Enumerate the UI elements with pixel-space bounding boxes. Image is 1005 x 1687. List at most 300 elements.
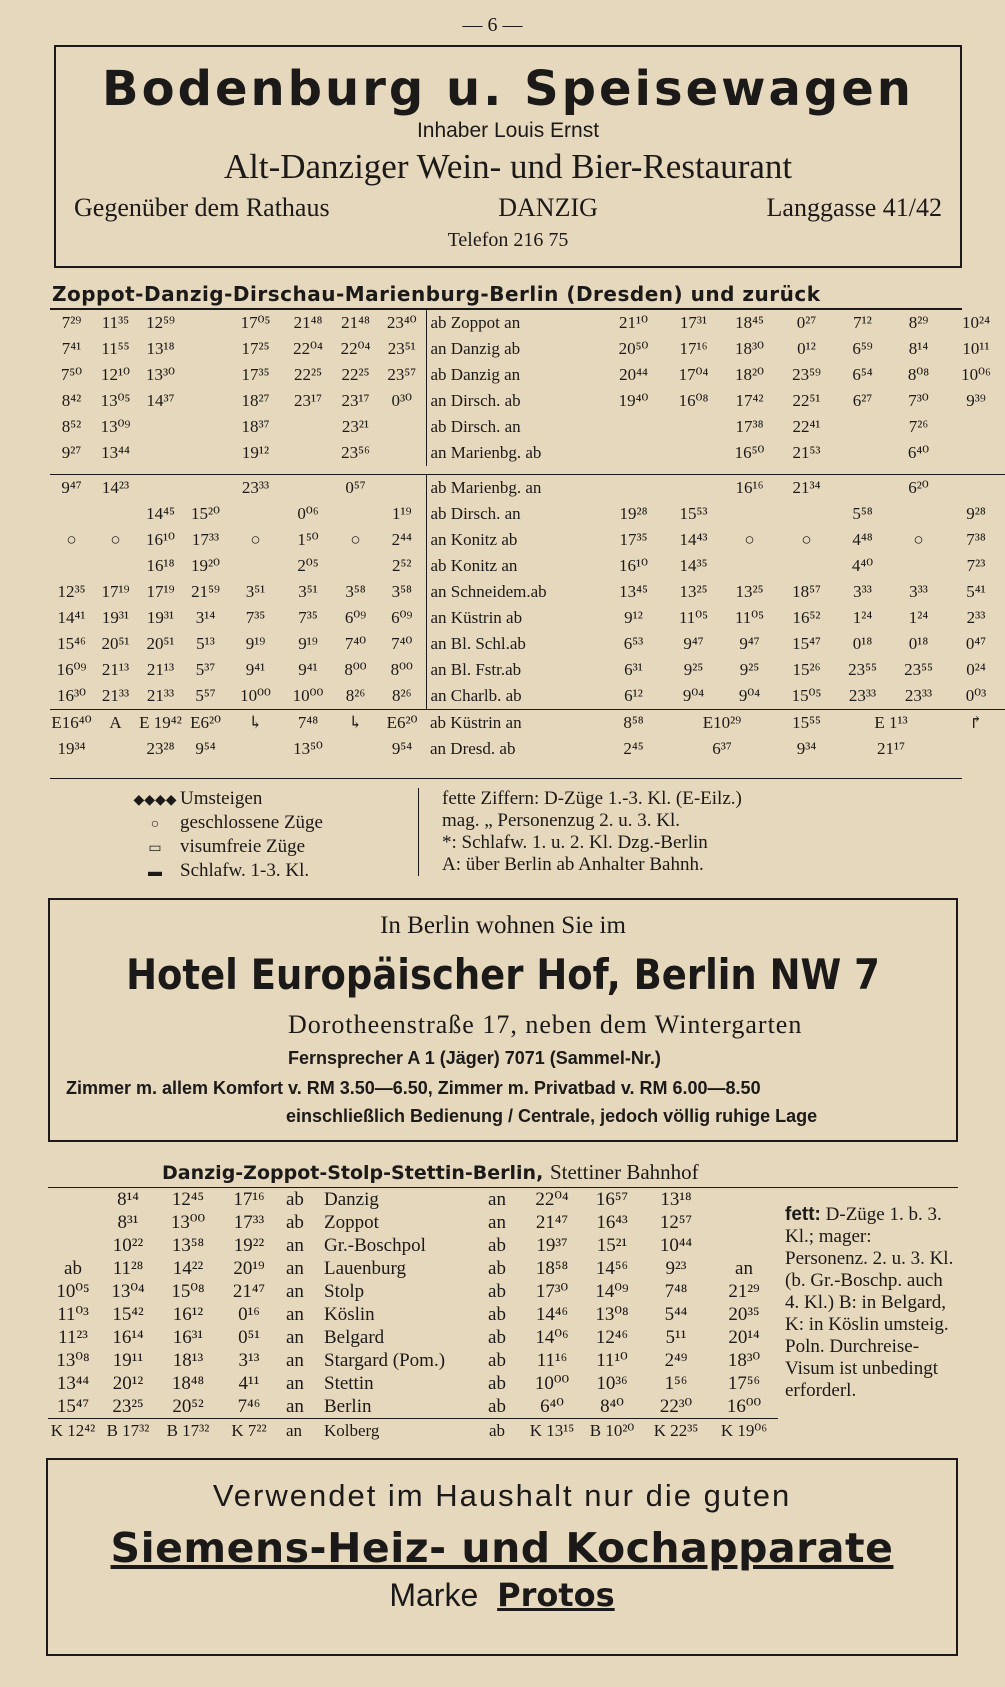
time-cell: 17³³: [191, 530, 220, 549]
time-cell: 17¹⁶: [679, 339, 708, 358]
time-cell: 19²⁰: [191, 556, 220, 575]
time-cell: 0⁴⁷: [965, 634, 987, 653]
time-cell: an: [735, 1257, 753, 1279]
time-cell: [947, 414, 1005, 440]
time-cell: 0¹⁸: [908, 634, 929, 653]
address-city: DANZIG: [498, 193, 598, 222]
time-cell: 15²¹: [596, 1234, 628, 1256]
table-row: [48, 1303, 778, 1326]
time-cell: 9¹²: [624, 608, 643, 627]
station-cell: an Charlb. ab: [430, 686, 522, 705]
time-cell: [378, 440, 426, 466]
time-cell: [378, 475, 426, 502]
time-cell: 18²⁰: [735, 365, 764, 384]
time-cell: E16⁴⁰: [51, 713, 92, 732]
time-cell: 21⁴⁸: [341, 313, 370, 332]
time-cell: 19²⁸: [619, 504, 648, 523]
time-cell: 17⁴²: [735, 391, 764, 410]
ad-siemens-line1: Verwendet im Haushalt nur die guten: [212, 1478, 792, 1513]
time-cell: 3⁵⁸: [345, 582, 366, 601]
time-cell: 2⁴⁴: [378, 527, 426, 553]
time-cell: [947, 736, 1005, 762]
time-cell: 14²³: [101, 478, 130, 497]
station-cell: Danzig: [324, 1188, 379, 1210]
station-cell: an Bl. Schl.ab: [430, 634, 526, 653]
time-cell: 17¹⁶: [233, 1188, 265, 1210]
time-cell: ab: [488, 1303, 506, 1325]
timetable1: [50, 310, 991, 762]
time-cell: 14⁵⁶: [595, 1257, 629, 1279]
time-cell: 22⁰⁴: [535, 1189, 569, 1210]
time-cell: 16³¹: [172, 1326, 204, 1348]
time-cell: ↱: [968, 713, 984, 732]
time-cell: 9²³: [665, 1257, 687, 1279]
time-cell: 3¹⁴: [195, 608, 216, 627]
time-cell: an: [286, 1280, 304, 1302]
ad-hotel: [48, 898, 958, 1142]
ad-siemens: [46, 1458, 958, 1656]
time-cell: 4⁴⁸: [852, 530, 873, 549]
time-cell: 23⁵⁶: [341, 443, 370, 462]
time-cell: 9⁴¹: [298, 660, 318, 679]
time-cell: 17³⁵: [619, 530, 648, 549]
time-cell: 20¹⁹: [233, 1257, 265, 1279]
legend-note: *: Schlafw. 1. u. 2. Kl. Dzg.-Berlin: [442, 832, 708, 853]
page-number: — 6 —: [462, 14, 523, 36]
time-cell: [778, 501, 835, 527]
time-cell: [283, 414, 333, 440]
time-cell: 18⁵⁸: [535, 1257, 569, 1279]
table-row: [50, 501, 1005, 527]
time-cell: 15²⁶: [792, 660, 821, 679]
time-cell: 6²⁷: [852, 391, 873, 410]
timetable1-title: Zoppot-Danzig-Dirschau-Marienburg-Berlin (Dresden) und zurück: [52, 282, 821, 306]
time-cell: ab: [488, 1234, 506, 1256]
time-cell: 1²⁴: [852, 608, 873, 627]
time-cell: 6³¹: [624, 660, 643, 679]
time-cell: 18³⁰: [727, 1350, 761, 1371]
table-row: [50, 388, 1005, 414]
ad-hotel-name: Hotel Europäischer Hof, Berlin NW 7: [126, 950, 880, 999]
time-cell: 16⁵²: [792, 608, 821, 627]
time-cell: 20¹²: [112, 1372, 144, 1394]
time-cell: ab: [488, 1372, 506, 1394]
time-cell: [228, 553, 283, 579]
table-row: [50, 475, 1005, 502]
legend-note: A: über Berlin ab Anhalter Bahnh.: [442, 854, 704, 875]
timetable2: [48, 1188, 778, 1442]
time-cell: 8¹⁴: [908, 339, 929, 358]
time-cell: 21¹³: [101, 660, 130, 679]
time-cell: 19³¹: [101, 608, 130, 627]
time-cell: [710, 1188, 778, 1211]
time-cell: [333, 553, 378, 579]
time-cell: 9⁵⁴: [195, 739, 216, 758]
time-cell: 17³⁰: [535, 1281, 569, 1302]
time-cell: 10²²: [112, 1234, 144, 1256]
time-cell: 16⁰⁹: [56, 660, 87, 679]
time-cell: 12⁵⁹: [146, 313, 175, 332]
time-cell: 23⁵⁵: [848, 660, 877, 679]
time-cell: 2⁰⁵: [297, 556, 319, 575]
time-cell: [183, 310, 228, 336]
station-cell: ab Danzig an: [430, 365, 521, 384]
time-cell: [710, 1211, 778, 1234]
time-cell: 9³⁹: [966, 391, 986, 410]
time-cell: K 22³⁵: [642, 1419, 710, 1443]
station-cell: an Schneidem.ab: [430, 582, 547, 601]
time-cell: [183, 414, 228, 440]
ad-siemens-line2: [48, 1524, 956, 1572]
time-cell: [138, 440, 183, 466]
time-cell: 18³⁰: [735, 339, 764, 358]
time-cell: 15⁵⁵: [792, 713, 821, 732]
time-cell: [48, 1211, 98, 1234]
legend-text: Schlafw. 1-3. Kl.: [180, 860, 310, 881]
table-row: [50, 631, 1005, 657]
time-cell: 16³⁰: [57, 686, 86, 705]
time-cell: 9⁰⁴: [682, 686, 705, 705]
time-cell: 0²⁷: [796, 313, 817, 332]
station-cell: an Marienbg. ab: [430, 443, 542, 462]
station-cell: ab Konitz an: [430, 556, 518, 575]
time-cell: K 12⁴²: [48, 1419, 98, 1443]
time-cell: [93, 501, 138, 527]
time-cell: [835, 414, 890, 440]
time-cell: [890, 501, 947, 527]
time-cell: 13²⁵: [735, 582, 764, 601]
table-row: [50, 414, 1005, 440]
time-cell: ○: [350, 530, 361, 549]
time-cell: 7³⁵: [298, 608, 318, 627]
table-row: [48, 1257, 778, 1280]
time-cell: B 17³²: [98, 1419, 158, 1443]
time-cell: 7²⁹: [61, 313, 82, 332]
station-cell: Belgard: [324, 1326, 385, 1348]
ad-siemens-brand-line: [48, 1576, 956, 1614]
time-cell: K 19⁰⁶: [710, 1419, 778, 1443]
time-cell: 13²⁵: [679, 582, 708, 601]
ad-bodenburg-name: Bodenburg u. Speisewagen: [102, 61, 914, 117]
time-cell: 22⁰⁴: [340, 339, 371, 358]
time-cell: ab: [472, 1419, 522, 1443]
time-cell: 23³³: [848, 686, 877, 705]
time-cell: ab: [286, 1188, 304, 1210]
time-cell: [601, 414, 666, 440]
station-cell: an Dirsch. ab: [430, 391, 521, 410]
time-cell: 13⁴⁴: [101, 443, 130, 462]
station-cell: an Konitz ab: [430, 530, 518, 549]
table-row: [48, 1372, 778, 1395]
table-row: [48, 1234, 778, 1257]
time-cell: 0⁰⁶: [297, 504, 319, 523]
time-cell: 7³⁰: [908, 391, 929, 410]
table-row: [50, 553, 1005, 579]
legend-symbol-icon: ◆◆◆◆: [133, 793, 177, 808]
time-cell: 6⁴⁰: [540, 1396, 564, 1417]
time-cell: ab: [488, 1349, 506, 1371]
time-cell: 20³⁵: [728, 1303, 760, 1325]
timetable1-legend: [130, 788, 323, 884]
time-cell: 18³⁷: [241, 417, 270, 436]
time-cell: 14³⁷: [146, 391, 175, 410]
table-row: [50, 736, 1005, 762]
time-cell: 14⁴⁵: [146, 504, 175, 523]
time-cell: 21⁴⁷: [535, 1211, 569, 1233]
time-cell: 23²⁵: [112, 1395, 144, 1417]
time-cell: 16⁵⁷: [595, 1188, 629, 1210]
time-cell: 13⁰⁰: [170, 1212, 206, 1233]
table-row: [48, 1188, 778, 1211]
time-cell: 11²⁸: [112, 1257, 144, 1279]
time-cell: an: [286, 1372, 304, 1394]
time-cell: 15⁴²: [112, 1303, 144, 1325]
time-cell: [183, 475, 228, 502]
time-cell: 14⁴¹: [57, 608, 86, 627]
table-row: [50, 336, 1005, 362]
time-cell: 3⁵¹: [245, 582, 266, 601]
time-cell: 2⁴⁹: [664, 1349, 688, 1371]
time-cell: 15⁵³: [679, 504, 708, 523]
time-cell: 21¹⁰: [619, 313, 648, 332]
time-cell: [947, 440, 1005, 466]
time-cell: 17¹⁹: [101, 582, 130, 601]
station-cell: an Danzig ab: [430, 339, 521, 358]
time-cell: 7⁴⁶: [237, 1395, 261, 1417]
station-cell: Stargard (Pom.): [324, 1349, 446, 1371]
time-cell: 17³¹: [679, 313, 708, 332]
time-cell: 17⁵⁶: [727, 1372, 761, 1394]
table-row: [50, 579, 1005, 605]
time-cell: 2⁵²: [378, 553, 426, 579]
time-cell: ○: [801, 530, 812, 549]
time-cell: 8⁰⁸: [907, 365, 930, 384]
time-cell: 12¹⁰: [101, 365, 130, 384]
time-cell: E 19⁴²: [139, 713, 182, 732]
time-cell: 7¹²: [853, 313, 872, 332]
time-cell: 6⁴⁰: [907, 443, 930, 462]
time-cell: E6²⁰: [190, 713, 221, 732]
time-cell: 18²⁷: [241, 391, 270, 410]
time-cell: 0¹⁶: [238, 1303, 260, 1325]
time-cell: 10⁰⁰: [240, 686, 271, 705]
time-cell: E10²⁹: [702, 713, 742, 732]
ad-bodenburg-address: [56, 193, 960, 223]
time-cell: 18⁴⁵: [735, 313, 764, 332]
time-cell: 13⁵⁸: [171, 1234, 205, 1256]
time-cell: 11⁰³: [57, 1304, 89, 1325]
time-cell: ab: [488, 1326, 506, 1348]
time-cell: [228, 501, 283, 527]
time-cell: 19³¹: [146, 608, 175, 627]
time-cell: 11²³: [58, 1326, 88, 1348]
time-cell: an: [286, 1395, 304, 1417]
timetable2-note: [785, 1204, 957, 1402]
time-cell: 8⁴²: [61, 391, 82, 410]
time-cell: 9⁴¹: [245, 660, 266, 679]
time-cell: 6²⁰: [908, 478, 929, 497]
time-cell: [666, 475, 721, 502]
table-row: [50, 683, 1005, 710]
time-cell: 8⁰⁰: [378, 657, 426, 683]
table-row: [50, 710, 1005, 737]
time-cell: 7⁴⁰: [344, 634, 367, 653]
table-row: [50, 440, 1005, 466]
ad-siemens-brand: Protos: [497, 1576, 615, 1614]
time-cell: 16⁰⁸: [678, 391, 709, 410]
time-cell: 17³⁵: [241, 365, 270, 384]
time-cell: 7²³: [966, 556, 986, 575]
time-cell: [93, 553, 138, 579]
time-cell: 22²⁵: [293, 365, 323, 384]
time-cell: 9¹⁹: [298, 634, 318, 653]
legend-item: [130, 812, 323, 836]
time-cell: 2³³: [966, 608, 986, 627]
time-cell: [183, 336, 228, 362]
time-cell: an: [286, 1257, 304, 1279]
time-cell: 1²⁴: [908, 608, 929, 627]
time-cell: 1¹⁹: [378, 501, 426, 527]
legend-note: mag. „ Personenzug 2. u. 3. Kl.: [442, 810, 680, 831]
time-cell: 13⁰⁸: [56, 1350, 90, 1371]
time-cell: 16¹⁰: [146, 530, 175, 549]
ad-bodenburg: [54, 45, 962, 268]
table-row: [50, 527, 1005, 553]
time-cell: 6⁵⁴: [852, 365, 873, 384]
time-cell: 21¹³: [146, 660, 175, 679]
station-cell: an Bl. Fstr.ab: [430, 660, 522, 679]
time-cell: 21⁴⁷: [232, 1280, 266, 1302]
station-cell: ab Dirsch. an: [430, 504, 521, 523]
time-cell: [890, 553, 947, 579]
station-cell: ab Marienbg. an: [430, 478, 542, 497]
time-cell: an: [286, 1349, 304, 1371]
time-cell: 8³¹: [117, 1211, 139, 1233]
time-cell: ab: [488, 1395, 506, 1417]
time-cell: 6⁵³: [623, 634, 644, 653]
legend-item: [130, 860, 323, 884]
time-cell: 14⁴⁶: [535, 1303, 569, 1325]
time-cell: [50, 501, 93, 527]
time-cell: 9⁴⁷: [61, 478, 82, 497]
ad-bodenburg-owner: Inhaber Louis Ernst: [416, 119, 600, 142]
table-row: [48, 1419, 778, 1443]
time-cell: 21²⁹: [728, 1280, 760, 1302]
time-cell: 10¹¹: [962, 339, 990, 358]
time-cell: 21⁴⁸: [293, 313, 323, 332]
time-cell: 8⁵⁸: [623, 713, 644, 732]
time-cell: 10⁰⁰: [292, 686, 324, 705]
time-cell: 3⁵⁸: [378, 579, 426, 605]
time-cell: an: [286, 1326, 304, 1348]
time-cell: [50, 553, 93, 579]
section-separator: [50, 466, 1005, 475]
time-cell: 19³⁷: [536, 1234, 568, 1256]
time-cell: [183, 440, 228, 466]
time-cell: 10²⁴: [961, 313, 991, 332]
time-cell: 7³⁸: [966, 530, 986, 549]
time-cell: 8⁴⁰: [600, 1396, 624, 1417]
time-cell: 13⁰⁸: [595, 1304, 629, 1325]
time-cell: an: [488, 1211, 506, 1233]
time-cell: B 10²⁰: [582, 1419, 642, 1443]
ad-siemens-marke: Marke: [389, 1577, 479, 1613]
time-cell: 20¹⁴: [728, 1326, 760, 1348]
station-cell: Stolp: [324, 1280, 365, 1302]
table-row: [48, 1280, 778, 1303]
time-cell: 9²⁵: [739, 660, 760, 679]
time-cell: an: [488, 1188, 506, 1210]
address-street: Langgasse 41/42: [766, 193, 942, 222]
time-cell: 10⁴⁴: [659, 1234, 693, 1256]
time-cell: [947, 475, 1005, 502]
time-cell: 7⁴⁰: [378, 631, 426, 657]
station-cell: Kolberg: [322, 1419, 472, 1443]
time-cell: [283, 475, 333, 502]
time-cell: 0¹²: [797, 339, 816, 358]
time-cell: 13³⁰: [146, 365, 175, 384]
time-cell: 17⁰⁴: [678, 365, 709, 384]
time-cell: 5⁴⁴: [664, 1303, 688, 1325]
time-cell: [183, 388, 228, 414]
ad-hotel-intro: In Berlin wohnen Sie im: [380, 912, 626, 939]
time-cell: 12³⁵: [57, 582, 86, 601]
time-cell: 23³³: [241, 478, 270, 497]
time-cell: ab: [286, 1211, 304, 1233]
time-cell: 7²⁶: [908, 417, 929, 436]
time-cell: 12⁴⁵: [171, 1188, 205, 1210]
time-cell: 5¹¹: [665, 1326, 687, 1348]
time-cell: 11³⁵: [101, 313, 130, 332]
time-cell: B 17³²: [158, 1419, 218, 1443]
time-cell: 21⁵⁹: [191, 582, 220, 601]
separator-line: [50, 466, 1005, 475]
time-cell: 9²⁵: [683, 660, 704, 679]
legend-text: Umsteigen: [180, 788, 263, 809]
time-cell: ↳: [248, 713, 263, 732]
time-cell: 9⁴⁷: [683, 634, 704, 653]
time-cell: 0³⁰: [378, 388, 426, 414]
time-cell: 10⁰⁵: [56, 1281, 90, 1302]
ad-hotel-phone: Fernsprecher A 1 (Jäger) 7071 (Sammel-Nr.): [288, 1048, 661, 1068]
time-cell: 12⁵⁷: [659, 1211, 693, 1233]
time-cell: 16¹⁰: [619, 556, 648, 575]
time-cell: ○: [250, 530, 261, 549]
timetable2-title-plain: Stettiner Bahnhof: [549, 1160, 699, 1184]
time-cell: 20⁵¹: [101, 634, 130, 653]
time-cell: [666, 440, 721, 466]
time-cell: [138, 414, 183, 440]
time-cell: 16¹⁶: [735, 478, 764, 497]
time-cell: [333, 501, 378, 527]
time-cell: 15⁴⁷: [56, 1395, 90, 1417]
timetable2-title: [162, 1160, 699, 1185]
time-cell: 21⁵³: [792, 443, 821, 462]
time-cell: [378, 414, 426, 440]
time-cell: 16¹²: [172, 1303, 204, 1325]
table-row: [48, 1211, 778, 1234]
time-cell: 7³⁵: [245, 608, 266, 627]
time-cell: 21³⁴: [792, 478, 821, 497]
time-cell: 16⁰⁰: [726, 1396, 762, 1417]
timetable1-legend-right: [442, 788, 742, 876]
station-cell: ab Küstrin an: [430, 713, 522, 732]
ad-siemens-product: Siemens-Heiz- und Kochapparate: [110, 1524, 894, 1572]
time-cell: 16¹⁸: [146, 556, 175, 575]
time-cell: 12⁴⁶: [595, 1326, 629, 1348]
time-cell: 16⁴³: [596, 1211, 628, 1233]
ad-hotel-rooms: Zimmer m. allem Komfort v. RM 3.50—6.50, Zimmer m. Privatbad v. RM 6.00—8.50: [66, 1078, 761, 1098]
